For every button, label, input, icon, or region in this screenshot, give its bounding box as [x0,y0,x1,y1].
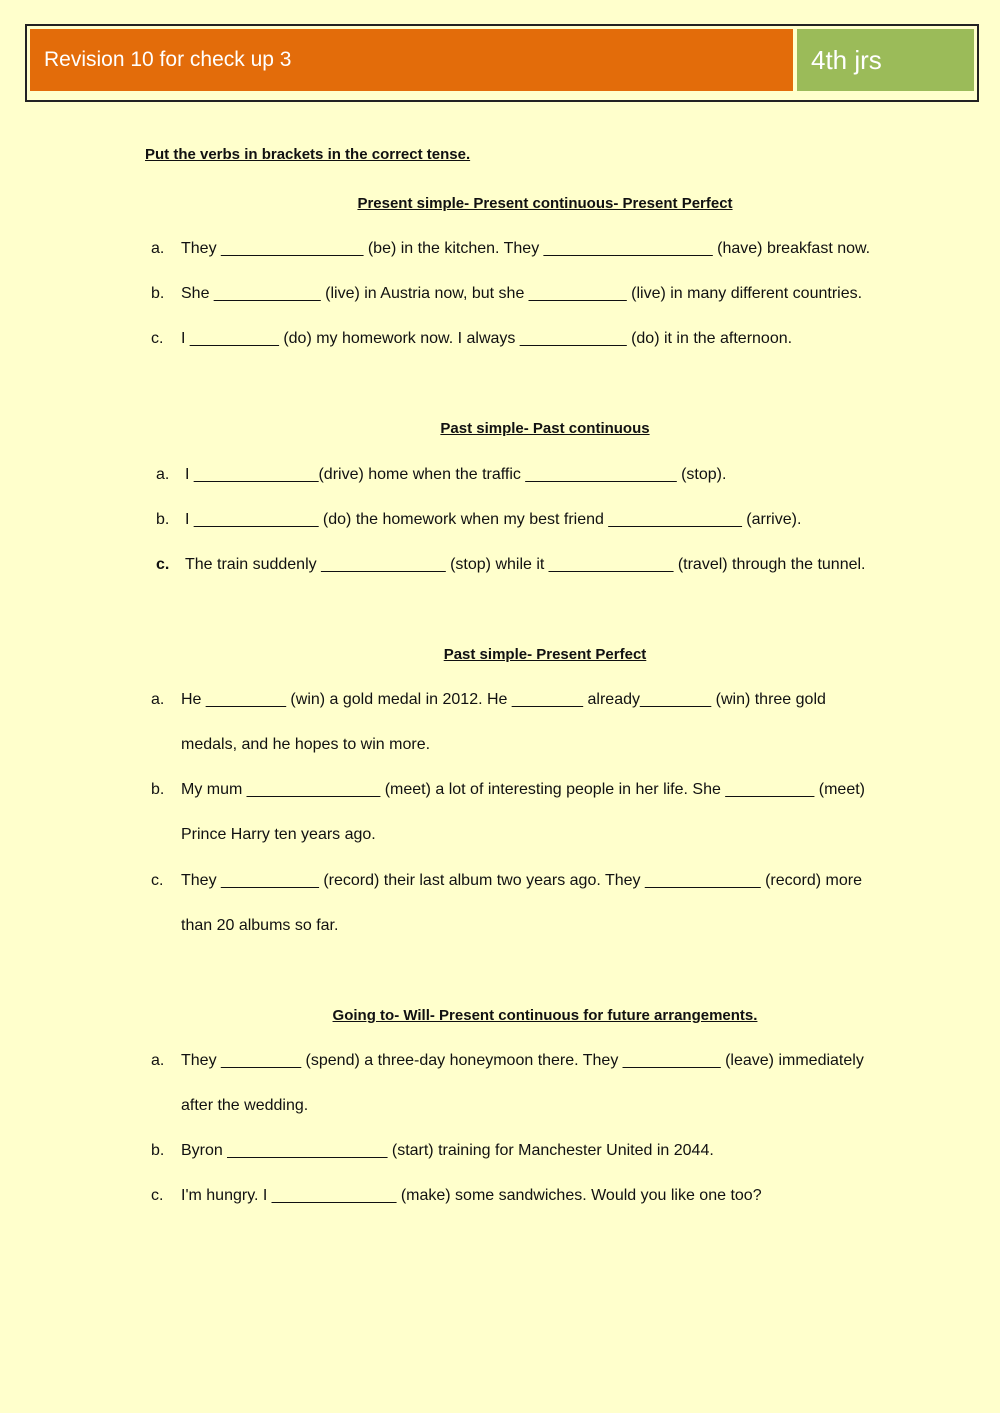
item-label: c. [151,1187,164,1204]
exercise-line-continued: after the wedding. [181,1097,309,1114]
item-label: c. [151,872,164,889]
item-label: b. [151,781,165,798]
item-label: c. [151,330,164,347]
instruction: Put the verbs in brackets in the correct tense. [145,146,471,163]
exercise-line: I __________ (do) my homework now. I always ____________ (do) it in the afternoon. [181,330,793,347]
item-label: a. [151,1052,165,1069]
section-title-1: Present simple- Present continuous- Present Perfect [357,195,733,212]
exercise-line: I'm hungry. I ______________ (make) some sandwiches. Would you like one too? [181,1187,762,1204]
item-label: a. [151,240,165,257]
exercise-line-continued: medals, and he hopes to win more. [181,736,431,753]
exercise-line: They ________________ (be) in the kitchen. They ___________________ (have) breakfast now. [181,240,871,257]
item-label: a. [156,466,170,483]
item-label: b. [151,285,165,302]
exercise-line: My mum _______________ (meet) a lot of interesting people in her life. She __________ (meet) [181,781,865,798]
section-title-3: Past simple- Present Perfect [443,646,647,663]
worksheet-header [25,24,979,102]
item-label: b. [156,511,170,528]
exercise-line: The train suddenly ______________ (stop) while it ______________ (travel) through the tunnel. [185,556,866,573]
item-label: b. [151,1142,165,1159]
exercise-line: She ____________ (live) in Austria now, but she ___________ (live) in many different countries. [181,285,863,302]
exercise-line: I ______________ (do) the homework when my best friend _______________ (arrive). [185,511,802,528]
exercise-line: He _________ (win) a gold medal in 2012. He ________ already________ (win) three gold [181,691,826,708]
exercise-line: They ___________ (record) their last album two years ago. They _____________ (record) more [181,872,862,889]
exercise-line-continued: Prince Harry ten years ago. [181,826,376,843]
grade-label: 4th jrs [797,29,974,91]
item-label: c. [156,556,170,573]
worksheet-title: Revision 10 for check up 3 [30,29,793,91]
section-title-4: Going to- Will- Present continuous for future arrangements. [332,1007,758,1024]
exercise-line: They _________ (spend) a three-day honeymoon there. They ___________ (leave) immediately [181,1052,864,1069]
exercise-line: I ______________(drive) home when the traffic _________________ (stop). [185,466,727,483]
exercise-line-continued: than 20 albums so far. [181,917,339,934]
exercise-line: Byron __________________ (start) training for Manchester United in 2044. [181,1142,714,1159]
item-label: a. [151,691,165,708]
section-title-2: Past simple- Past continuous [440,420,650,437]
